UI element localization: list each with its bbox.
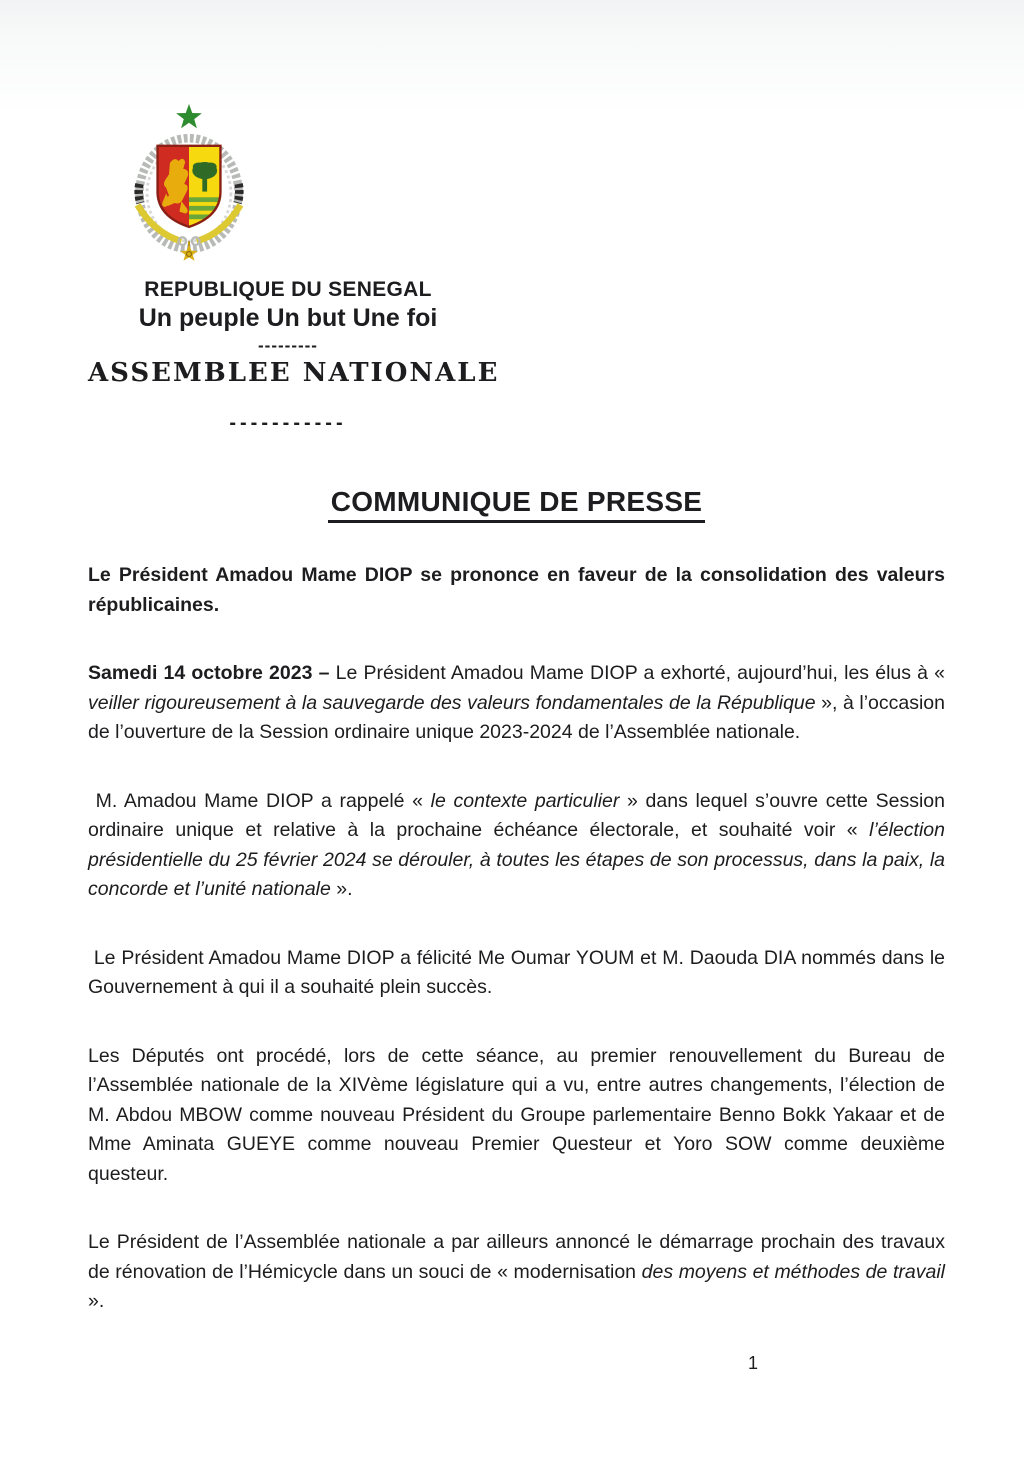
page-title: COMMUNIQUE DE PRESSE: [328, 486, 706, 523]
header-separator-small: ---------: [258, 336, 318, 355]
text-run: des moyens et méthodes de travail: [641, 1260, 946, 1283]
paragraph: [88, 944, 945, 1003]
header-institution: ASSEMBLEE NATIONALE: [88, 358, 500, 388]
text-run: Le Président Amadou Mame DIOP a exhorté, aujourd’hui, les élus à «: [335, 662, 946, 684]
text-run: ».: [330, 878, 353, 900]
green-star-icon: [176, 104, 202, 128]
text-run: », à l’occasion de l’ouverture de la Session ordinaire unique 2023-2024 de l’Assemblée nationale.: [88, 691, 945, 743]
text-run: Les Députés ont procédé, lors de cette séance, au premier renouvellement du Bureau de l’Assemblée nationale de la XIVème législature qui a vu, entre autres changements, l’élection de M. Abdou MBOW comme nouveau Président du Groupe parlementaire Benno Bokk Yakaar et de Mme Aminata GUEYE comme nouveau Premier Questeur et Yoro SOW comme deuxième questeur.: [88, 1044, 945, 1185]
paragraph: [88, 561, 945, 620]
text-run: le contexte particulier: [430, 789, 620, 812]
text-run: ».: [88, 1290, 105, 1312]
text-run: Le Président Amadou Mame DIOP se prononce en faveur de la consolidation des valeurs républicaines.: [88, 564, 945, 616]
header-republic: REPUBLIQUE DU SENEGAL: [144, 278, 432, 301]
title-wrap: [88, 486, 945, 523]
page-number: 1: [748, 1353, 759, 1373]
body-paragraphs: [88, 561, 945, 1356]
text-run: Le Président de l’Assemblée nationale a par ailleurs annoncé le démarrage prochain des travaux de rénovation de l’Hémicycle dans un souci de « modernisation: [88, 1231, 945, 1283]
document-content: [88, 0, 945, 1475]
paragraph: [88, 1228, 945, 1317]
paragraph: [88, 659, 945, 748]
text-run: Le Président Amadou Mame DIOP a félicité Me Oumar YOUM et M. Daouda DIA nommés dans le Gouvernement à qui il a souhaité plein succès.: [88, 946, 945, 998]
paragraph: [88, 1042, 945, 1190]
paragraph: [88, 787, 945, 905]
header-separator-large: -----------: [229, 412, 347, 434]
text-run: l’élection présidentielle du 25 février 2024 se dérouler, à toutes les étapes de son processus, dans la paix, la concorde et l’unité nationale: [88, 819, 945, 900]
header-motto: Un peuple Un but Une foi: [138, 304, 438, 332]
text-run: Samedi 14 octobre 2023 –: [88, 662, 336, 684]
senegal-coat-of-arms-icon: [122, 102, 256, 264]
text-run: M. Amadou Mame DIOP a rappelé «: [88, 789, 431, 812]
text-run: » dans lequel s’ouvre cette Session ordinaire unique et relative à la prochaine échéance électorale, et souhaité voir «: [88, 789, 945, 841]
text-run: veiller rigoureusement à la sauvegarde des valeurs fondamentales de la République: [88, 691, 816, 714]
